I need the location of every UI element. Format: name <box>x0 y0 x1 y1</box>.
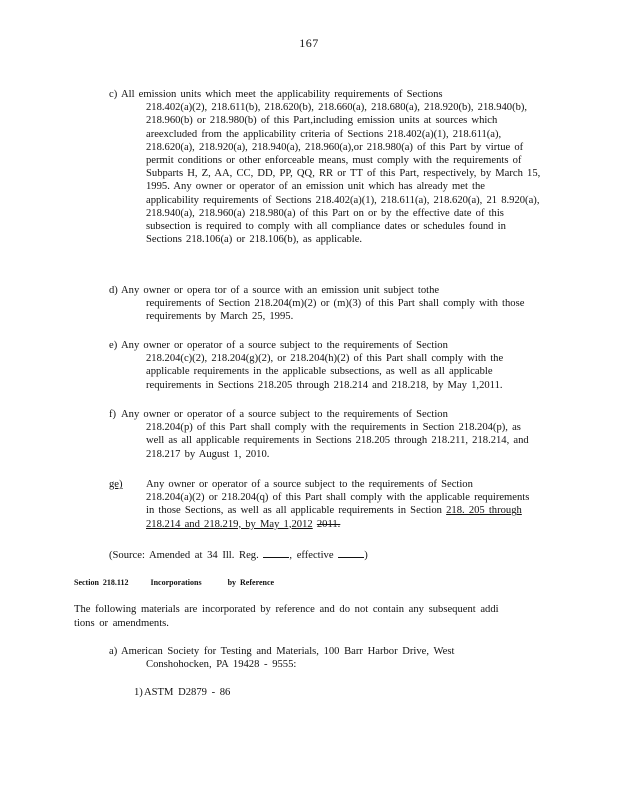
subsection-f-label: f) <box>109 409 117 420</box>
subsection-a1 <box>134 686 534 699</box>
subsection-g-label: ge) <box>109 479 123 490</box>
subsection-f-body: 218.204(p) of this Part shall comply with the requirements in Section 218.204(p), as well as all applicable requirements in Sections 218.205 through 218.211, 218.214, and 218.217 by August 1, 2010. <box>146 422 529 460</box>
subsection-f <box>109 408 541 461</box>
section-number: Section 218.112 <box>74 578 129 587</box>
subsection-g-deleted-text: 2011. <box>316 518 341 530</box>
subsection-d <box>109 284 541 324</box>
subsection-a1-label: 1) <box>134 687 143 698</box>
subsection-g-body <box>109 491 541 531</box>
subsection-a-lead: American Society for Testing and Materials, 100 Barr Harbor Drive, West <box>121 646 455 657</box>
effective-blank <box>338 548 364 558</box>
subsection-a1-text: ASTM D2879 - 86 <box>144 687 231 698</box>
subsection-g-body-text: 218.204(a)(2) or 218.204(q) of this Part shall comply with the applicable requirements in those Sections, as well as all applicable requirements in Section <box>146 492 530 517</box>
section-heading <box>74 578 284 587</box>
section-title-b: by Reference <box>227 578 275 587</box>
subsection-g-inserted-text: 218. 205 through 218.214 and 218.219, by May 1,2012 <box>146 505 522 530</box>
subsection-c-label: c) <box>109 89 118 100</box>
subsection-a <box>109 645 509 671</box>
subsection-e-label: e) <box>109 340 118 351</box>
subsection-g-lead: Any owner or operator of a source subject to the requirements of Section <box>146 479 473 490</box>
subsection-d-label: d) <box>109 285 118 296</box>
subsection-d-body: requirements of Section 218.204(m)(2) or (m)(3) of this Part shall comply with those requirements by March 25, 1995. <box>146 298 525 323</box>
subsection-g <box>109 478 541 531</box>
reg-blank <box>263 548 289 558</box>
subsection-a-label: a) <box>109 646 118 657</box>
section-title-a: Incorporations <box>150 578 202 587</box>
source-note-suffix: ) <box>364 550 368 561</box>
subsection-c-body: 218.402(a)(2), 218.611(b), 218.620(b), 218.660(a), 218.680(a), 218.920(b), 218.940(b), 218.960(b) or 218.980(b) of this Part,including emission units at sources which areexcluded from the applicability criteria of Sections 218.402(a)(1), 218.611(a), 218.620(a), 218.920(a), 218.940(a), 218.960(a),or 218.980(a) of this Part by virtue of permit conditions or other enforceable means, must comply with the requirements of Subparts H, Z, AA, CC, DD, PP, QQ, RR or TT of this Part, respectively, by March 15, 1995. Any owner or operator of an emission unit which has already met the applicability requirements of Sections 218.402(a)(1), 218.611(a), 218.620(a), 21 8.920(a), 218.940(a), 218.960(a) 218.980(a) of this Part on or by the effective date of this subsection is required to comply with all compliance dates or schedules found in Sections 218.106(a) or 218.106(b), as applicable. <box>146 102 541 246</box>
source-note-prefix: (Source: Amended at 34 Ill. Reg. <box>109 550 259 561</box>
subsection-e <box>109 339 541 392</box>
subsection-e-body: 218.204(c)(2), 218.204(g)(2), or 218.204(h)(2) of this Part shall comply with the applicable requirements in the applicable subsections, as well as all applicable requirements in Sections 218.205 through 218.214 and 218.218, by May 1,2011. <box>146 353 504 391</box>
source-note-effective: , effective <box>289 550 334 561</box>
subsection-f-lead: Any owner or operator of a source subject to the requirements of Section <box>121 409 448 420</box>
subsection-a-body: Conshohocken, PA 19428 - 9555: <box>146 659 297 671</box>
page-number: 167 <box>299 36 319 50</box>
source-note <box>109 548 541 561</box>
subsection-e-lead: Any owner or operator of a source subject to the requirements of Section <box>121 340 448 351</box>
subsection-c <box>109 88 541 246</box>
section-intro: The following materials are incorporated by reference and do not contain any subsequent addi tions or amendments. <box>74 604 499 629</box>
subsection-c-lead: All emission units which meet the applicability requirements of Sections <box>121 89 443 100</box>
subsection-d-lead: Any owner or opera tor of a source with an emission unit subject tothe <box>121 285 440 296</box>
